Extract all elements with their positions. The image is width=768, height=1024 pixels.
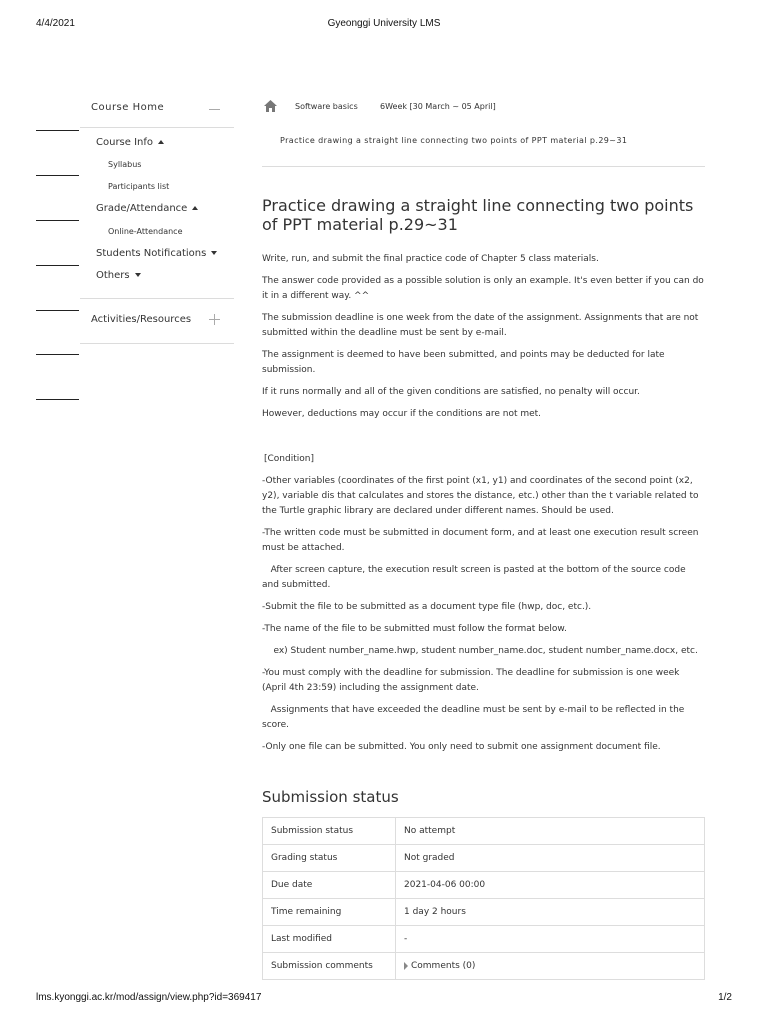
expand-plus-icon[interactable]	[209, 314, 220, 325]
breadcrumb	[262, 100, 705, 114]
edge-line	[36, 220, 79, 221]
breadcrumb-current: Practice drawing a straight line connecting two points of PPT material p.29~31	[280, 136, 628, 145]
print-page-number: 1/2	[718, 992, 732, 1003]
sidebar-item-syllabus[interactable]: Syllabus	[108, 160, 142, 169]
condition-item: ex) Student number_name.hwp, student number_name.doc, student number_name.docx, etc.	[262, 646, 698, 656]
sidebar-course-home[interactable]	[80, 92, 234, 128]
print-site-title: Gyeonggi University LMS	[327, 18, 441, 29]
sidebar-item-participants[interactable]: Participants list	[108, 182, 170, 191]
breadcrumb-week-link[interactable]: 6Week [30 March ~ 05 April]	[380, 102, 496, 111]
condition-item: Assignments that have exceeded the deadline must be sent by e-mail to be reflected in the score.	[262, 705, 688, 730]
row-label: Submission status	[263, 818, 396, 845]
sidebar-course-home-label: Course Home	[91, 102, 165, 113]
caret-up-icon	[192, 206, 198, 210]
row-value: -	[396, 926, 705, 953]
sidebar-item-label: Course Info	[96, 137, 154, 148]
condition-item: -Submit the file to be submitted as a document type file (hwp, doc, etc.).	[262, 602, 592, 612]
row-label: Submission comments	[263, 953, 396, 980]
description-paragraph: The answer code provided as a possible solution is only an example. It's even better if you can do it in a different way. ^^	[262, 276, 704, 301]
edge-line	[36, 354, 79, 355]
caret-down-icon	[211, 251, 217, 255]
collapse-icon[interactable]	[209, 109, 220, 110]
sidebar-item-label: Students Notifications	[96, 248, 207, 259]
row-value: 1 day 2 hours	[396, 899, 705, 926]
comments-toggle[interactable]	[396, 953, 705, 980]
row-value: No attempt	[396, 818, 705, 845]
condition-item: -Only one file can be submitted. You only need to submit one assignment document file.	[262, 742, 661, 752]
submission-status-table	[262, 817, 705, 980]
description-paragraph: The assignment is deemed to have been submitted, and points may be deducted for late submission.	[262, 350, 665, 375]
table-row	[263, 845, 705, 872]
condition-item: -Other variables (coordinates of the first point (x1, y1) and coordinates of the second point (x2, y2), variable dis that calculates and stores the distance, etc.) other than the t variable related to the Turtle graphic library are declared under different names. Should be used.	[262, 476, 699, 516]
submission-status-heading: Submission status	[262, 788, 399, 806]
caret-down-icon	[135, 273, 141, 277]
description-paragraph: The submission deadline is one week from the date of the assignment. Assignments that are not submitted within the deadline must be sent by e-mail.	[262, 313, 699, 338]
description-paragraph: However, deductions may occur if the conditions are not met.	[262, 409, 542, 419]
table-row	[263, 818, 705, 845]
sidebar-item-students-notifications[interactable]	[96, 248, 217, 259]
expand-triangle-icon	[404, 962, 408, 970]
sidebar-item-label: Others	[96, 270, 130, 281]
divider	[262, 166, 705, 167]
table-row	[263, 899, 705, 926]
condition-item: -The name of the file to be submitted must follow the format below.	[262, 624, 567, 634]
comments-link[interactable]: Comments (0)	[411, 961, 476, 971]
print-header	[0, 18, 768, 32]
course-sidebar	[80, 92, 234, 344]
edge-line	[36, 399, 79, 400]
row-label: Time remaining	[263, 899, 396, 926]
edge-line	[36, 310, 79, 311]
table-row	[263, 926, 705, 953]
row-value: 2021-04-06 00:00	[396, 872, 705, 899]
sidebar-course-menu	[80, 128, 234, 299]
table-row	[263, 872, 705, 899]
row-label: Due date	[263, 872, 396, 899]
page-title: Practice drawing a straight line connecting two points of PPT material p.29~31	[262, 196, 694, 234]
row-value: Not graded	[396, 845, 705, 872]
sidebar-item-label: Grade/Attendance	[96, 203, 188, 214]
assignment-description	[262, 252, 705, 762]
description-paragraph: Write, run, and submit the final practice code of Chapter 5 class materials.	[262, 254, 599, 264]
row-label: Last modified	[263, 926, 396, 953]
edge-line	[36, 130, 79, 131]
print-footer	[0, 992, 768, 1006]
condition-item: -The written code must be submitted in document form, and at least one execution result screen must be attached.	[262, 528, 699, 553]
sidebar-item-others[interactable]	[96, 270, 141, 281]
sidebar-item-course-info[interactable]	[96, 137, 164, 148]
print-date: 4/4/2021	[36, 18, 75, 29]
row-label: Grading status	[263, 845, 396, 872]
condition-heading: [Condition]	[264, 454, 314, 464]
sidebar-activities-label: Activities/Resources	[91, 314, 192, 325]
edge-line	[36, 265, 79, 266]
condition-item: -You must comply with the deadline for submission. The deadline for submission is one week (April 4th 23:59) including the assignment date.	[262, 668, 680, 693]
sidebar-item-grade-attendance[interactable]	[96, 203, 198, 214]
condition-item: After screen capture, the execution result screen is pasted at the bottom of the source code and submitted.	[262, 565, 689, 590]
caret-up-icon	[158, 140, 164, 144]
breadcrumb-course-link[interactable]: Software basics	[295, 102, 358, 111]
sidebar-item-online-attendance[interactable]: Online-Attendance	[108, 227, 183, 236]
edge-line	[36, 175, 79, 176]
home-icon[interactable]	[264, 100, 277, 112]
print-url: lms.kyonggi.ac.kr/mod/assign/view.php?id=369417	[36, 992, 262, 1003]
description-paragraph: If it runs normally and all of the given conditions are satisfied, no penalty will occur.	[262, 387, 640, 397]
table-row	[263, 953, 705, 980]
sidebar-activities-resources[interactable]	[80, 299, 234, 344]
